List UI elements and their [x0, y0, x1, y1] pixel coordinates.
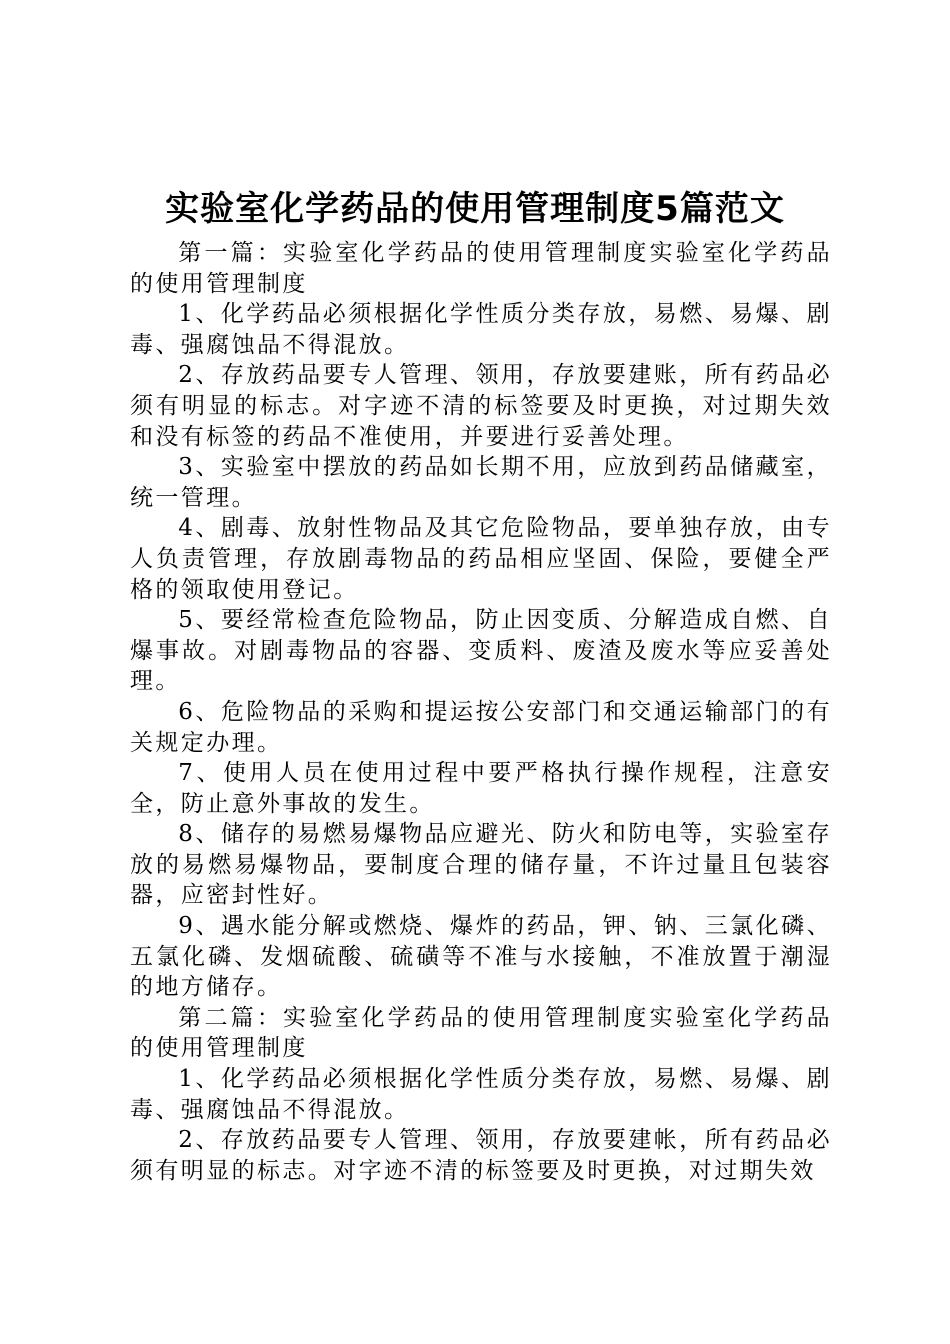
document-body — [130, 238, 832, 1186]
paragraph-part1-item8: 8、储存的易燃易爆物品应避光、防火和防电等，实验室存放的易燃易爆物品，要制度合理的储存量，不许过量且包装容器，应密封性好。 — [130, 821, 832, 909]
paragraph-part1-item4: 4、剧毒、放射性物品及其它危险物品，要单独存放，由专人负责管理，存放剧毒物品的药品相应坚固、保险，要健全严格的领取使用登记。 — [130, 515, 832, 603]
paragraph-part1-item2: 2、存放药品要专人管理、领用，存放要建账，所有药品必须有明显的标志。对字迹不清的标签要及时更换，对过期失效和没有标签的药品不准使用，并要进行妥善处理。 — [130, 362, 832, 450]
paragraph-part2-item1: 1、化学药品必须根据化学性质分类存放，易燃、易爆、剧毒、强腐蚀品不得混放。 — [130, 1066, 832, 1123]
paragraph-part1-item9: 9、遇水能分解或燃烧、爆炸的药品，钾、钠、三氯化磷、五氯化磷、发烟硫酸、硫磺等不准与水接触，不准放置于潮湿的地方储存。 — [130, 913, 832, 1001]
paragraph-part1-item1: 1、化学药品必须根据化学性质分类存放，易燃、易爆、剧毒、强腐蚀品不得混放。 — [130, 301, 832, 358]
paragraph-part1-item3: 3、实验室中摆放的药品如长期不用，应放到药品储藏室，统一管理。 — [130, 454, 832, 511]
paragraph-part1-item6: 6、危险物品的采购和提运按公安部门和交通运输部门的有关规定办理。 — [130, 698, 832, 756]
paragraph-part1-heading: 第一篇：实验室化学药品的使用管理制度实验室化学药品的使用管理制度 — [130, 240, 832, 297]
paragraph-part2-item2: 2、存放药品要专人管理、领用，存放要建帐，所有药品必须有明显的标志。对字迹不清的标签要及时更换，对过期失效 — [130, 1127, 832, 1184]
paragraph-part1-item7: 7、使用人员在使用过程中要严格执行操作规程，注意安全，防止意外事故的发生。 — [130, 760, 832, 817]
paragraph-part2-heading: 第二篇：实验室化学药品的使用管理制度实验室化学药品的使用管理制度 — [130, 1004, 832, 1062]
paragraph-part1-item5: 5、要经常检查危险物品，防止因变质、分解造成自燃、自爆事故。对剧毒物品的容器、变质料、废渣及废水等应妥善处理。 — [130, 607, 832, 695]
document-title: 实验室化学药品的使用管理制度5篇范文 — [165, 189, 785, 229]
